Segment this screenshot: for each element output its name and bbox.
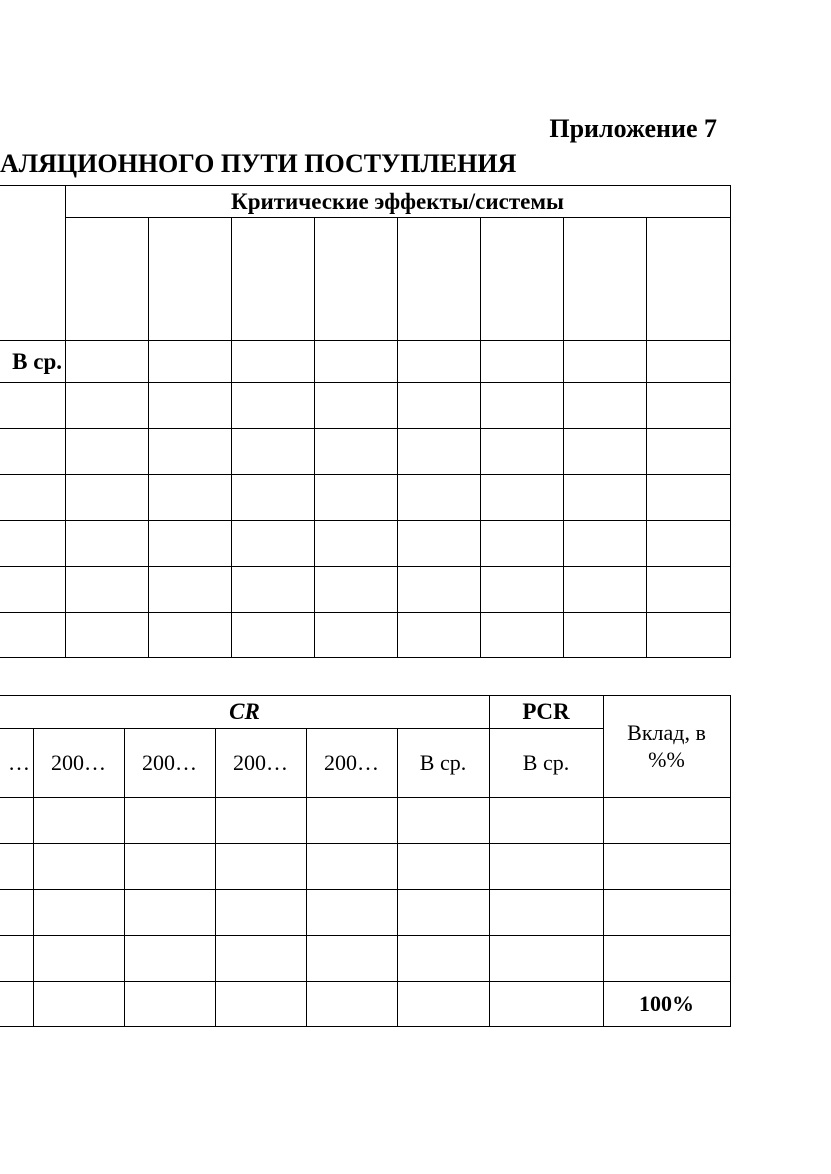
table1-row-divider (0, 566, 731, 567)
table1-row-divider (0, 520, 731, 521)
table2-row-divider (0, 935, 731, 936)
pcr-header: PCR (522, 699, 570, 725)
table1-column-divider (397, 217, 398, 657)
table1-row-divider (0, 428, 731, 429)
table1-row-divider (0, 340, 731, 341)
critical-effects-header: Критические эффекты/системы (231, 188, 564, 214)
page-title: АЛЯЦИОННОГО ПУТИ ПОСТУПЛЕНИЯ (0, 149, 517, 178)
year-header: 200… (51, 749, 106, 775)
table1-header-divider (65, 217, 731, 218)
table2-row-divider (0, 889, 731, 890)
year-header: 200… (324, 749, 379, 775)
table1-column-divider (646, 217, 647, 657)
table1-column-divider (65, 185, 66, 657)
table1-column-divider (563, 217, 564, 657)
year-header: 200… (142, 749, 197, 775)
table1-row-divider (0, 382, 731, 383)
contribution-header-line2: %% (648, 746, 685, 772)
table1-column-divider (480, 217, 481, 657)
year-header-cut: … (8, 749, 30, 775)
table1-column-divider (148, 217, 149, 657)
contribution-header (603, 696, 730, 797)
table2-row-divider (0, 797, 731, 798)
table1-row-divider (0, 474, 731, 475)
table2-row-divider (0, 843, 731, 844)
table2-right-border (730, 695, 731, 1026)
cr-header: CR (229, 699, 260, 725)
table1-bottom-border (0, 657, 731, 658)
cr-average-header: В ср. (419, 749, 467, 775)
table1-column-divider (231, 217, 232, 657)
table1-right-border (730, 185, 731, 657)
total-contribution: 100% (639, 990, 694, 1016)
table2-bottom-border (0, 1026, 731, 1027)
average-row-label: В ср. (12, 348, 62, 374)
appendix-label: Приложение 7 (549, 114, 717, 143)
year-header: 200… (233, 749, 288, 775)
table1-row-divider (0, 612, 731, 613)
pcr-average-header: В ср. (522, 749, 570, 775)
contribution-header-line1: Вклад, в (627, 720, 706, 746)
table1-column-divider (314, 217, 315, 657)
